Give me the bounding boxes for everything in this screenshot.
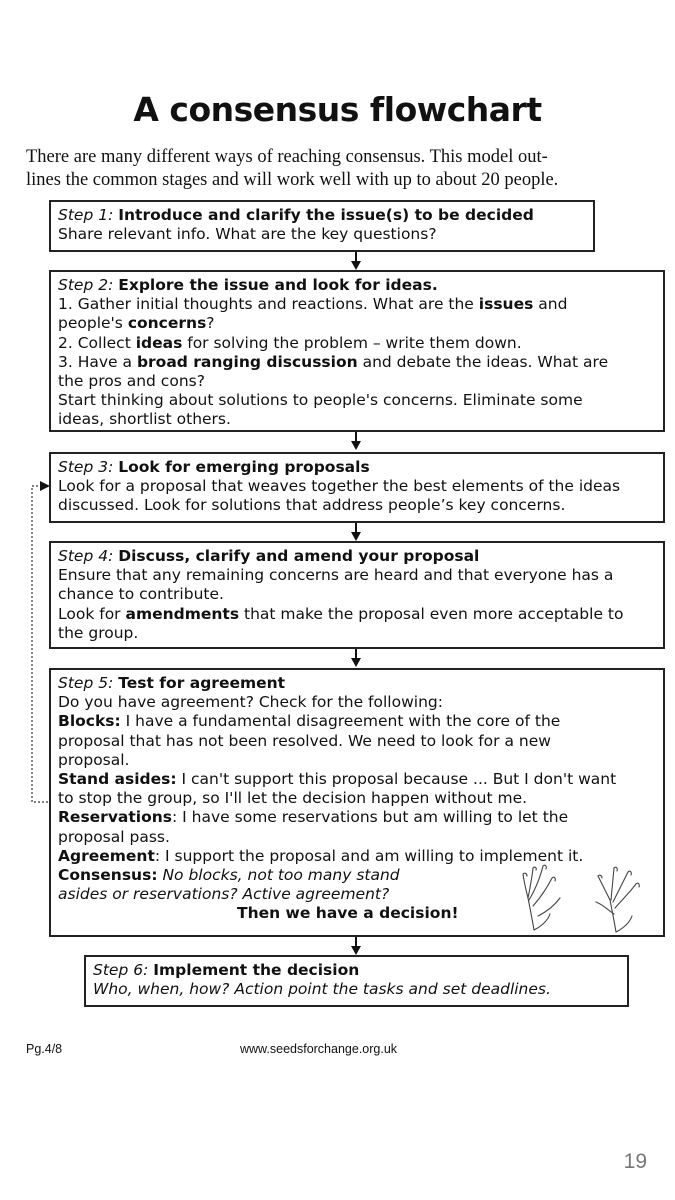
step-6-box xyxy=(84,955,629,1007)
step-text: 2. Collect xyxy=(58,333,136,352)
step-1-box xyxy=(49,200,595,252)
down-arrow-icon xyxy=(351,532,361,541)
step-label: Step 3: xyxy=(58,458,114,476)
step-text-italic: asides or reservations? Active agreement? xyxy=(58,885,390,904)
page-title: A consensus flowchart xyxy=(133,90,542,129)
down-arrow-icon xyxy=(351,261,361,270)
step-label: Step 5: xyxy=(58,674,114,692)
reservations-label: Reservations xyxy=(58,808,173,827)
step-text: Share relevant info. What are the key questions? xyxy=(58,225,437,244)
step-text: : I have some reservations but am willing to let the xyxy=(172,808,569,827)
down-arrow-icon xyxy=(351,658,361,667)
step-text: chance to contribute. xyxy=(58,585,224,604)
footer-url: www.seedsforchange.org.uk xyxy=(240,1042,398,1056)
step-text: people's xyxy=(58,314,128,333)
step-label: Step 6: xyxy=(93,961,149,979)
step-title: Introduce and clarify the issue(s) to be decided xyxy=(118,206,534,224)
step-text: Look for a proposal that weaves together the best elements of the ideas xyxy=(58,477,621,496)
step-title: Test for agreement xyxy=(118,674,286,692)
agreement-label: Agreement xyxy=(58,846,155,865)
step-text: and debate the ideas. What are xyxy=(357,352,609,371)
intro-line: lines the common stages and will work well with up to about 20 people. xyxy=(26,170,559,190)
step-text: I have a fundamental disagreement with the core of the xyxy=(120,712,561,731)
step-title: Implement the decision xyxy=(153,961,360,979)
step-text: and xyxy=(533,295,568,314)
step-title: Look for emerging proposals xyxy=(118,458,370,476)
step-label: Step 2: xyxy=(58,276,114,294)
step-label: Step 1: xyxy=(58,206,114,224)
intro-paragraph xyxy=(26,146,656,192)
step-title: Discuss, clarify and amend your proposal xyxy=(118,547,480,565)
step-label: Step 4: xyxy=(58,547,114,565)
step-text-bold: concerns xyxy=(127,314,207,333)
step-2-box xyxy=(49,270,665,432)
step-text: for solving the problem – write them down. xyxy=(182,333,522,352)
down-arrow-icon xyxy=(351,946,361,955)
stand-asides-label: Stand asides: xyxy=(58,770,177,789)
blocks-label: Blocks: xyxy=(58,712,121,731)
step-text: Ensure that any remaining concerns are heard and that everyone has a xyxy=(58,566,614,585)
slide-number: 19 xyxy=(623,1150,647,1173)
step-text: 1. Gather initial thoughts and reactions. What are the xyxy=(58,295,479,314)
step-text: proposal. xyxy=(58,750,130,769)
raised-hands-icon xyxy=(520,856,648,936)
step-text-bold: broad ranging discussion xyxy=(136,352,358,371)
step-text: ? xyxy=(206,314,215,333)
step-text-bold: amendments xyxy=(125,604,240,623)
step-3-box xyxy=(49,452,665,523)
step-text: discussed. Look for solutions that address people’s key concerns. xyxy=(58,496,566,515)
step-text: ideas, shortlist others. xyxy=(58,410,231,429)
step-text: Start thinking about solutions to people's concerns. Eliminate some xyxy=(58,391,583,410)
step-text-italic: No blocks, not too many stand xyxy=(157,866,400,885)
step-text: I can't support this proposal because ... But I don't want xyxy=(176,770,617,789)
down-arrow-icon xyxy=(351,441,361,450)
footer-page-number: Pg.4/8 xyxy=(26,1042,63,1056)
decision-text: Then we have a decision! xyxy=(237,904,459,923)
step-title: Explore the issue and look for ideas. xyxy=(118,276,438,294)
step-text: proposal that has not been resolved. We need to look for a new xyxy=(58,731,551,750)
step-text: the pros and cons? xyxy=(58,372,205,391)
consensus-label: Consensus: xyxy=(58,866,158,885)
step-text: 3. Have a xyxy=(58,352,137,371)
step-text: that make the proposal even more acceptable to xyxy=(239,604,624,623)
step-text-bold: issues xyxy=(478,295,534,314)
step-text: Look for xyxy=(58,604,126,623)
loop-back-connector xyxy=(22,480,52,806)
step-text-italic: Who, when, how? Action point the tasks and set deadlines. xyxy=(93,980,551,999)
step-text-bold: ideas xyxy=(135,333,183,352)
step-text: the group. xyxy=(58,623,139,642)
step-4-box xyxy=(49,541,665,649)
step-text: to stop the group, so I'll let the decision happen without me. xyxy=(58,789,528,808)
intro-line: There are many different ways of reaching consensus. This model out- xyxy=(26,147,548,167)
step-text: : I support the proposal and am willing to implement it. xyxy=(154,846,584,865)
step-text: Do you have agreement? Check for the following: xyxy=(58,693,443,712)
step-text: proposal pass. xyxy=(58,827,170,846)
